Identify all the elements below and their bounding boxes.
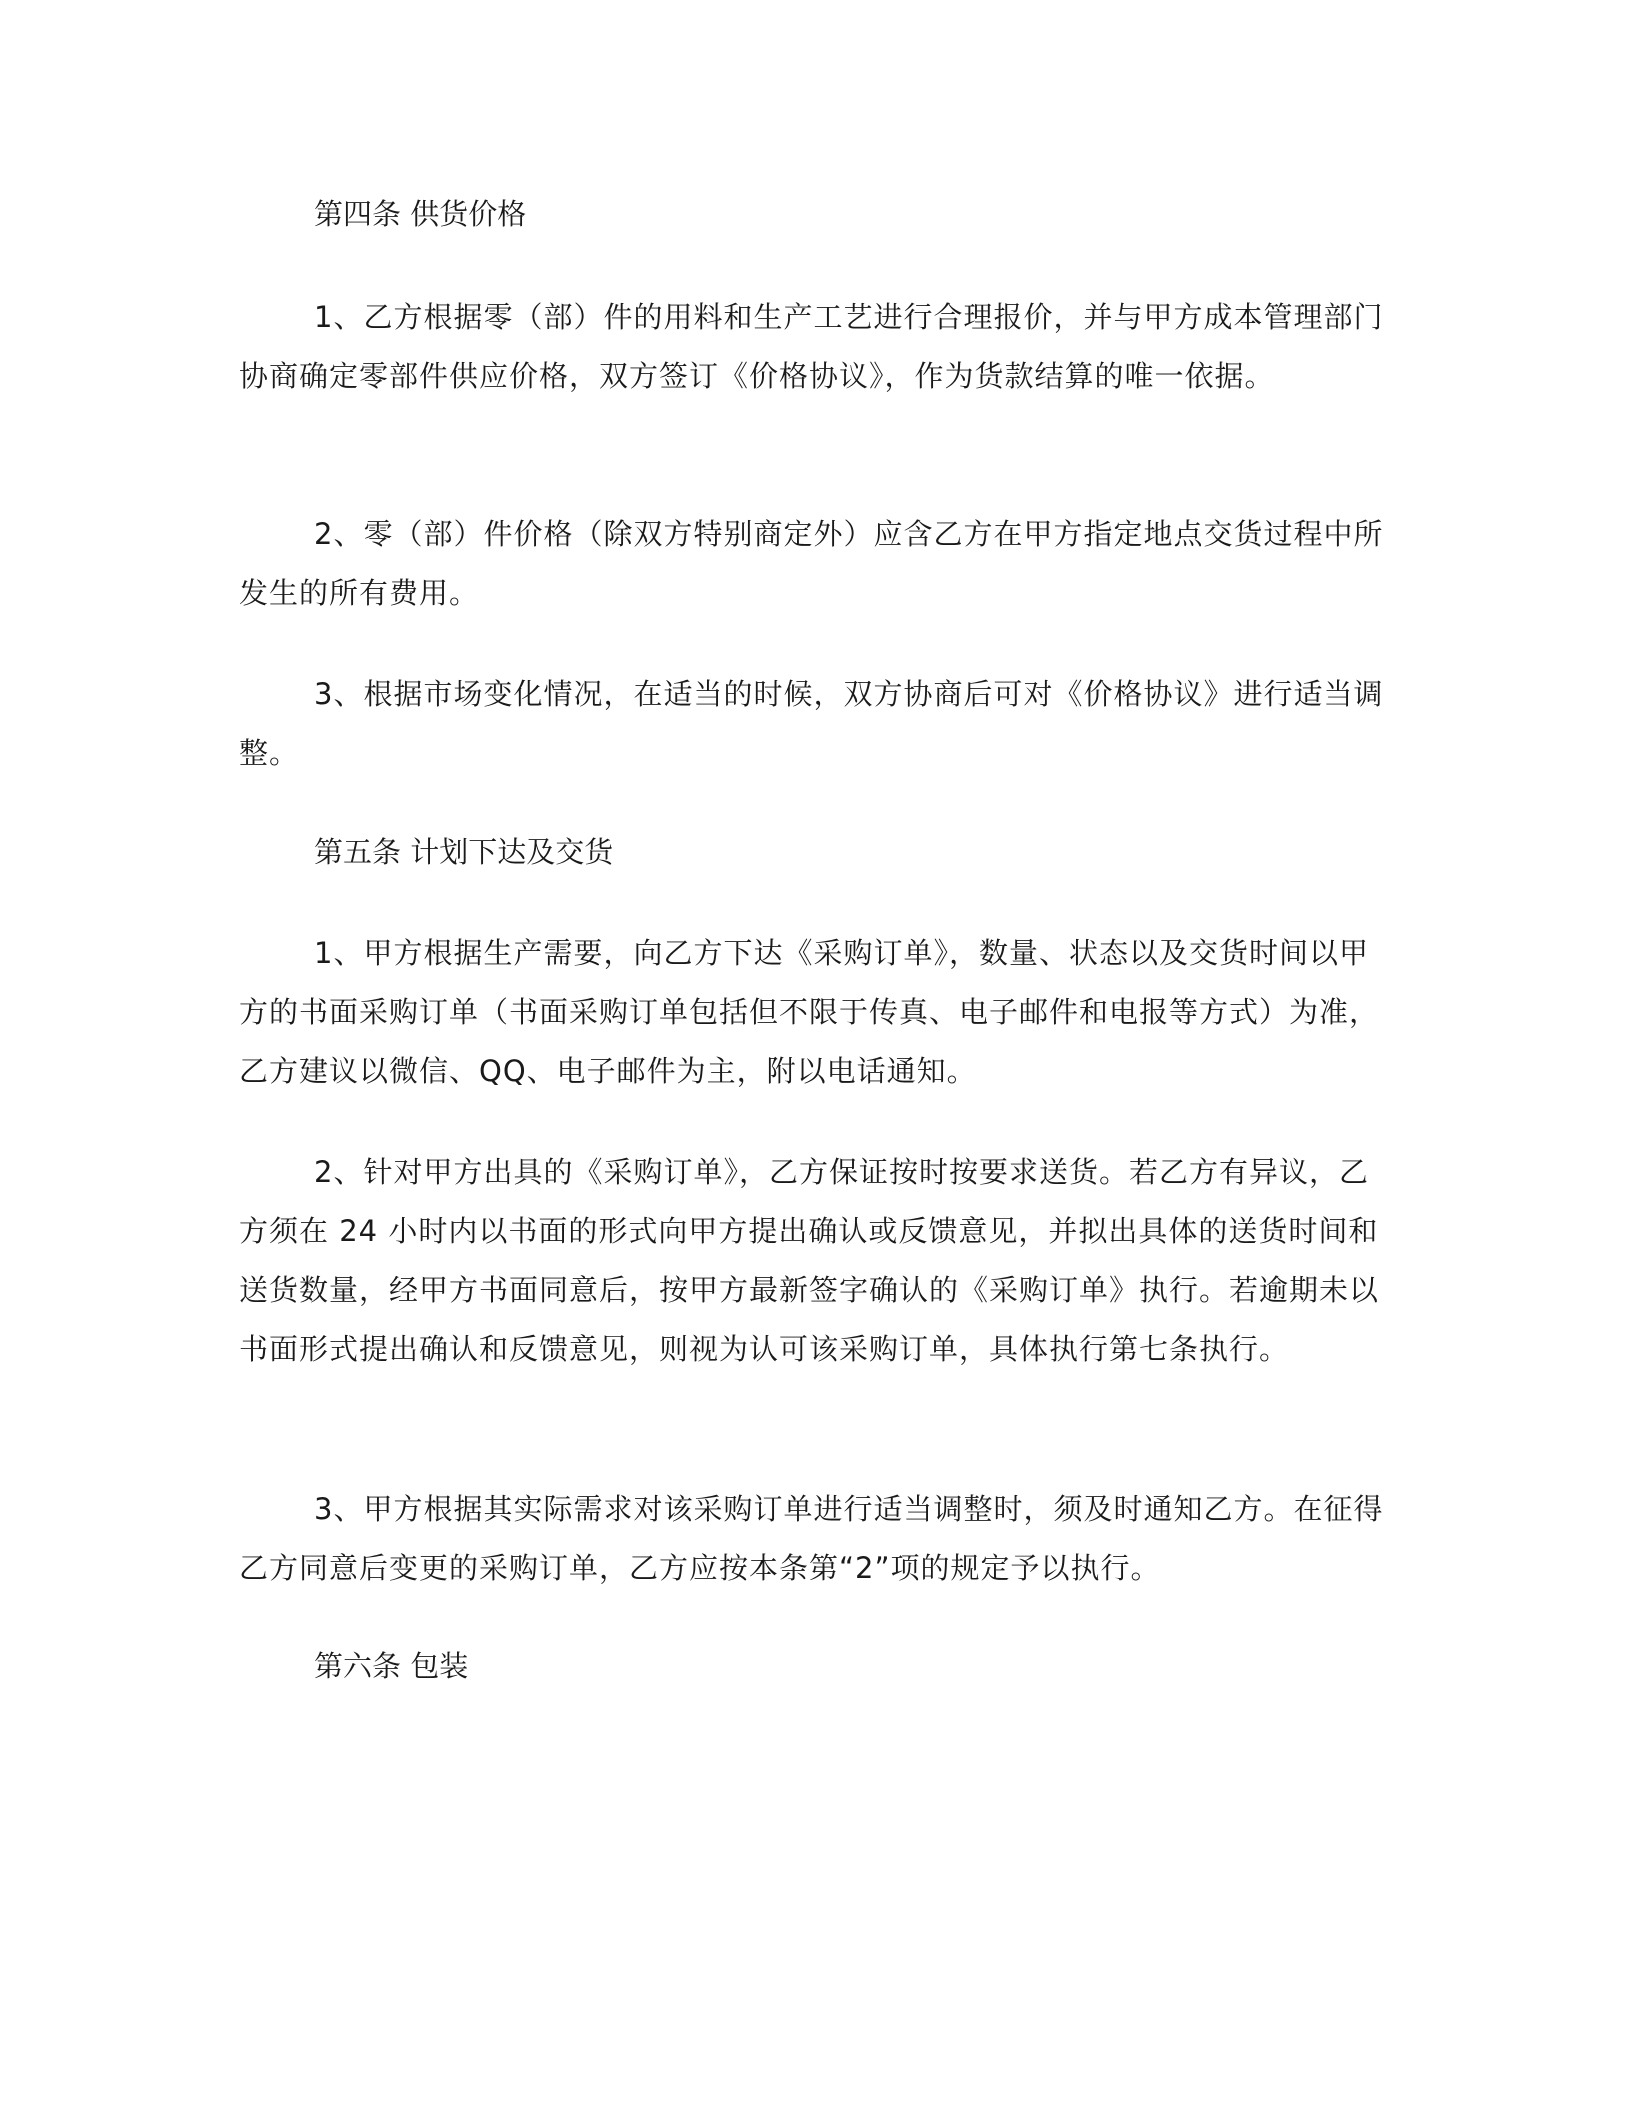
article-6-heading: 第六条 包装 [314, 1649, 469, 1683]
article-5-item-3: 3、甲方根据其实际需求对该采购订单进行适当调整时，须及时通知乙方。在征得乙方同意后变更的采购订单，乙方应按本条第“2”项的规定予以执行。 [239, 1492, 1384, 1585]
article-4-item-2: 2、零（部）件价格（除双方特别商定外）应含乙方在甲方指定地点交货过程中所发生的所有费用。 [239, 517, 1384, 610]
article-5-item-2: 2、针对甲方出具的《采购订单》，乙方保证按时按要求送货。若乙方有异议，乙方须在 24 小时内以书面的形式向甲方提出确认或反馈意见，并拟出具体的送货时间和送货数量，经甲方书面同意后，按甲方最新签字确认的《采购订单》执行。若逾期未以书面形式提出确认和反馈意见，则视为认可该采购订单，具体执行第七条执行。 [239, 1155, 1380, 1366]
article-4-item-1: 1、乙方根据零（部）件的用料和生产工艺进行合理报价，并与甲方成本管理部门协商确定零部件供应价格，双方签订《价格协议》，作为货款结算的唯一依据。 [239, 300, 1384, 393]
article-5-item-1: 1、甲方根据生产需要，向乙方下达《采购订单》，数量、状态以及交货时间以甲方的书面采购订单（书面采购订单包括但不限于传真、电子邮件和电报等方式）为准，乙方建议以微信、QQ、电子邮件为主，附以电话通知。 [239, 936, 1380, 1088]
article-4-heading: 第四条 供货价格 [314, 197, 527, 231]
article-5-heading: 第五条 计划下达及交货 [314, 835, 614, 869]
article-4-item-3: 3、根据市场变化情况，在适当的时候，双方协商后可对《价格协议》进行适当调整。 [239, 677, 1384, 770]
